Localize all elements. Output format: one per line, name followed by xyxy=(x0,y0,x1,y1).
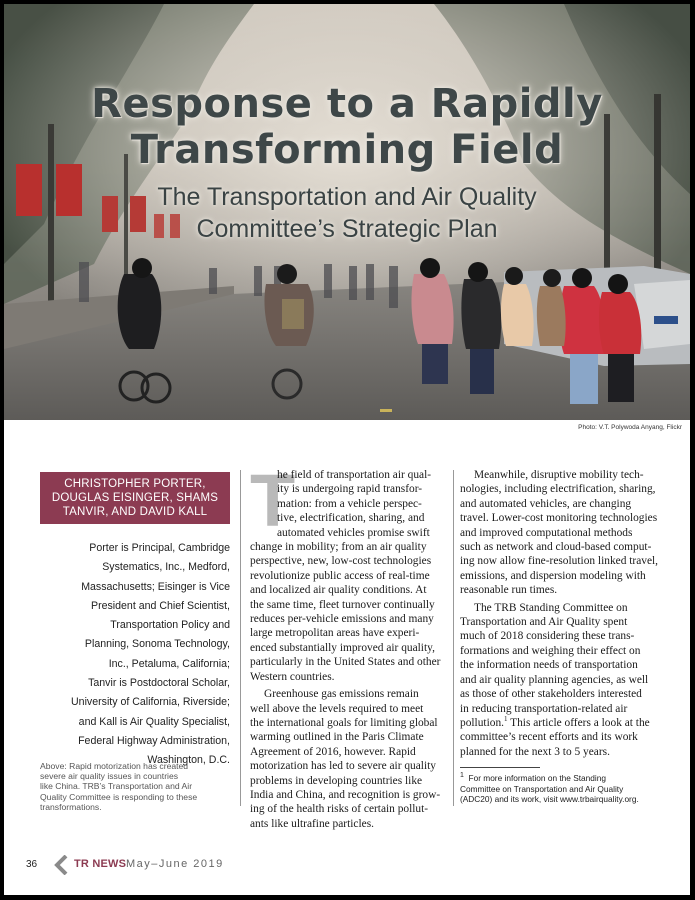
title-line-2: Transforming Field xyxy=(130,127,564,173)
body-line: ing of the health risks of certain pollut- xyxy=(250,803,429,816)
body-line: emissions, and dispersion modeling with xyxy=(460,569,646,582)
body-line: Transportation and Air Quality spent xyxy=(460,616,628,629)
photo-caption xyxy=(40,761,230,812)
bio-line: Systematics, Inc., Medford, xyxy=(102,561,230,574)
body-line: formations and weighing their effect on xyxy=(460,644,641,657)
footnote-line: $^1$ For more information on the Standing xyxy=(460,772,606,783)
bio-line: University of California, Riverside; xyxy=(71,696,230,709)
body-line: travel. Lower-cost monitoring technologies xyxy=(460,512,658,525)
body-line: and air quality planning agencies, as well xyxy=(460,673,649,686)
title-line-1: Response to a Rapidly xyxy=(91,81,603,127)
body-line: revolutionize public access of real-time xyxy=(250,569,430,582)
bio-line: Federal Highway Administration, xyxy=(78,734,230,747)
body-line: reduces per-vehicle emissions and many xyxy=(250,613,434,626)
bio-line: Planning, Sonoma Technology, xyxy=(84,638,230,651)
footnote-marker: 1 xyxy=(503,715,508,724)
body-line: India and China, and recognition is grow- xyxy=(250,788,441,801)
caption-line: transformations. xyxy=(40,801,102,812)
author-line: TANVIR, AND DAVID KALL xyxy=(62,506,208,518)
body-line: Greenhouse gas emissions remain xyxy=(264,688,419,701)
bio-line: and Kall is Air Quality Specialist, xyxy=(78,715,230,728)
page-number: 36 xyxy=(26,859,38,870)
body-line: planned for the next 3 to 5 years. xyxy=(460,745,610,758)
photo-credit: Photo: V.T. Polywoda Anyang, Flickr xyxy=(578,424,682,431)
body-line: the same time, fleet turnover continually xyxy=(250,598,435,611)
body-line: and automated vehicles, are changing xyxy=(460,497,632,510)
bio-line: Tanvir is Postdoctoral Scholar, xyxy=(88,677,230,690)
body-line: nologies, including electrification, sharing, xyxy=(460,483,656,496)
body-line: as those of other stakeholders interested xyxy=(460,688,642,701)
author-line: DOUGLAS EISINGER, SHAMS xyxy=(51,492,219,504)
body-line: large metropolitan areas have experi- xyxy=(250,627,420,640)
subtitle-line-2: Committee’s Strategic Plan xyxy=(196,215,498,243)
body-line: perspective, new, low-cost technologies xyxy=(250,555,432,568)
footnote-line: Committee on Transportation and Air Quality xyxy=(460,783,624,794)
body-line: pollution.$^1$ This article offers a look at the xyxy=(460,715,650,729)
body-line: and localized air quality conditions. At xyxy=(250,584,427,597)
body-line: automated vehicles promise swift xyxy=(277,526,430,539)
issue-date: May–June 2019 xyxy=(126,858,224,870)
caption-line: severe air quality issues in countries xyxy=(40,771,179,782)
article-column-1 xyxy=(250,459,446,831)
body-line: reasonable run times. xyxy=(460,584,558,597)
body-line: particularly in the United States and other xyxy=(250,656,441,669)
body-line: change in mobility; from an air quality xyxy=(250,541,427,554)
column-divider xyxy=(240,470,241,806)
magazine-page xyxy=(4,4,690,895)
body-line: such as network and cloud-based comput- xyxy=(460,541,652,554)
author-bio xyxy=(40,539,230,771)
author-line: CHRISTOPHER PORTER, xyxy=(64,478,206,490)
footnote-rule xyxy=(460,767,540,768)
body-line: committee’s recent efforts and its work xyxy=(460,731,638,744)
footnote xyxy=(460,773,660,805)
body-line: tive, electrification, sharing, and xyxy=(277,512,425,525)
body-line: the information needs of transportation xyxy=(460,659,638,672)
page-footer xyxy=(26,855,326,877)
body-line: Meanwhile, disruptive mobility tech- xyxy=(474,469,644,481)
body-line: in reducing transportation-related air xyxy=(460,702,628,715)
caption-line: like China. TRB’s Transportation and Air xyxy=(40,781,193,792)
bio-line: Porter is Principal, Cambridge xyxy=(89,542,230,554)
body-line: Agreement of 2016, however. Rapid xyxy=(250,745,416,758)
body-line: warming outlined in the Paris Climate xyxy=(250,731,424,744)
body-line: problems in developing countries like xyxy=(250,774,423,787)
subtitle-line-1: The Transportation and Air Quality xyxy=(157,183,537,211)
body-line: Western countries. xyxy=(250,670,335,683)
caption-line: Quality Committee is responding to these xyxy=(40,791,198,802)
body-line: enced substantially improved air quality, xyxy=(250,641,435,654)
body-line: ity is undergoing rapid transfor- xyxy=(277,483,423,496)
body-line: well above the levels required to meet xyxy=(250,702,424,715)
bio-line: Washington, D.C. xyxy=(147,754,230,767)
author-byline-box xyxy=(40,472,230,524)
footnote-line: (ADC20) and its work, visit www.trbairquality.org. xyxy=(460,794,639,805)
bio-line: President and Chief Scientist, xyxy=(91,599,230,612)
hero-photo xyxy=(4,4,690,420)
tr-news-logo: TR NEWS xyxy=(74,858,127,870)
body-line: the international goals for limiting global xyxy=(250,716,438,729)
body-line: and improved computational methods xyxy=(460,526,633,539)
body-line: he field of transportation air qual- xyxy=(277,469,432,481)
bio-line: Transportation Policy and xyxy=(110,619,230,632)
body-line: ants like ultrafine particles. xyxy=(250,817,374,830)
caption-line: Above: Rapid motorization has created xyxy=(40,761,189,771)
bio-line: Massachusetts; Eisinger is Vice xyxy=(81,580,230,593)
article-column-2 xyxy=(460,468,659,759)
body-line: much of 2018 considering these trans- xyxy=(460,630,635,643)
column-divider xyxy=(453,470,454,806)
street-scene-illustration xyxy=(4,4,690,420)
bio-line: Inc., Petaluma, California; xyxy=(108,657,230,670)
chevron-left-icon xyxy=(54,855,70,875)
body-line: The TRB Standing Committee on xyxy=(474,601,628,614)
drop-cap: T xyxy=(250,459,296,542)
body-line: ing now allow fine-resolution linked travel, xyxy=(460,555,659,568)
body-line: mation: from a vehicle perspec- xyxy=(277,497,422,510)
body-line: motorization has led to severe air quality xyxy=(250,760,436,773)
